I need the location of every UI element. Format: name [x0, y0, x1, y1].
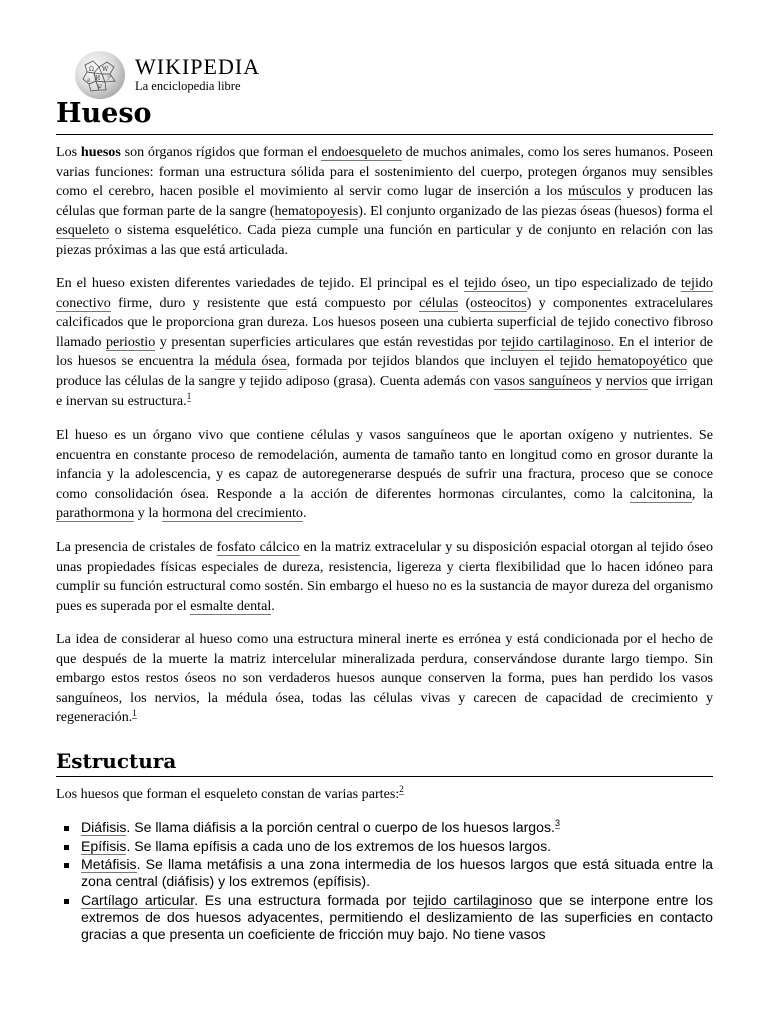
- link-esqueleto[interactable]: esqueleto: [56, 222, 110, 239]
- reference-link[interactable]: 2: [399, 784, 404, 795]
- link-tejido-hematopoyetico[interactable]: tejido hematopoyético: [559, 353, 688, 370]
- link-calcitonina[interactable]: calcitonina: [630, 485, 692, 502]
- link-endoesqueleto[interactable]: endoesqueleto: [321, 144, 402, 160]
- link-celulas[interactable]: células: [419, 294, 459, 311]
- svg-text:Ω: Ω: [89, 66, 94, 73]
- section-heading-estructura: Estructura: [56, 747, 713, 777]
- section-intro: Los huesos que forman el esqueleto constan de varias partes:$^2$: [56, 784, 404, 802]
- link-diafisis[interactable]: Diáfisis: [81, 819, 127, 835]
- link-hematopoyesis[interactable]: hematopoyesis: [274, 202, 359, 219]
- link-cartilago-articular[interactable]: Cartílago articular: [81, 891, 195, 908]
- wikipedia-wordmark[interactable]: WIKIPEDIA: [135, 54, 261, 79]
- link-metafisis[interactable]: Metáfisis: [81, 856, 137, 872]
- svg-text:ア: ア: [106, 75, 113, 82]
- list-item: Metáfisis. Se llama metáfisis a una zona intermedia de los huesos largos que está situada entre la zona central (diáfisis) y los extremos (epífisis).: [56, 856, 713, 890]
- list-item: Cartílago articular. Es una estructura formada por tejido cartilaginoso que se interpone entre los extremos de dos huesos adyacentes, permitiendo el deslizamiento de las superficies en contacto gracias a que presenta un coeficiente de fricción muy bajo. No tiene vasos: [56, 892, 713, 943]
- paragraph-4: La presencia de cristales de fosfato cálcico en la matriz extracelular y su disposición espacial otorgan al tejido óseo unas propiedades físicas especiales de dureza, resistencia, ligereza y cierta flexibilidad que lo hacen idóneo para cumplir su función estructural como sostén. Sin embargo el hueso no es la sustancia de mayor dureza del organismo pues es superada por el esmalte dental.: [56, 539, 713, 614]
- page-title: Hueso: [56, 96, 713, 135]
- bullet-icon: [64, 863, 69, 868]
- svg-text:ש: ש: [98, 83, 103, 90]
- link-tejido-conectivo[interactable]: tejido conectivo: [56, 275, 713, 311]
- reference-link[interactable]: 1: [186, 390, 192, 401]
- reference-link[interactable]: 1: [132, 707, 137, 718]
- link-medula-osea[interactable]: médula ósea: [214, 353, 287, 370]
- paragraph-1: Los huesos son órganos rígidos que forman el endoesqueleto de muchos animales, como los seres humanos. Poseen varias funciones: forman una estructura sólida para el sostenimiento del cuerpo, protegen órganos muy sensibles como el cerebro, hacen posible el movimiento al servir como lugar de inserción a los músculos y producen las células que forman parte de la sangre (hematopoyesis). El conjunto organizado de las piezas óseas (huesos) forma el esqueleto o sistema esquelético. Cada pieza cumple una función en particular y de conjunto en relación con las piezas próximas a las que está articulada.: [56, 144, 713, 258]
- reference-link[interactable]: 3: [554, 818, 560, 829]
- link-tejido-cartilaginoso[interactable]: tejido cartilaginoso: [412, 891, 533, 908]
- paragraph-5: La idea de considerar al hueso como una estructura mineral inerte es errónea y está condicionada por el hecho de que después de la muerte la matriz intercelular mineralizada perdura, conservándose durante largo tiempo. Sin embargo estos restos óseos no son verdaderos huesos aunque conserven la forma, pues han perdido los vasos sanguíneos, los nervios, la médula ósea, todas las células vivas y carecen de capacidad de crecimiento y regeneración.$^1$: [56, 631, 713, 726]
- svg-text:W: W: [102, 66, 109, 73]
- svg-text:ƨ: ƨ: [87, 77, 91, 84]
- link-nervios[interactable]: nervios: [606, 372, 648, 389]
- link-esmalte-dental[interactable]: esmalte dental: [190, 597, 272, 614]
- svg-text:И: И: [95, 75, 101, 82]
- wikipedia-globe-icon[interactable]: [75, 51, 125, 99]
- link-fosfato-calcico[interactable]: fosfato cálcico: [216, 539, 300, 555]
- link-hormona-del-crecimiento[interactable]: hormona del crecimiento: [162, 505, 303, 522]
- site-header[interactable]: [75, 51, 375, 101]
- link-epifisis[interactable]: Epífisis: [81, 837, 127, 854]
- parts-list: [56, 819, 713, 944]
- bullet-icon: [64, 899, 69, 904]
- link-parathormona[interactable]: parathormona: [56, 505, 135, 522]
- link-vasos-sanguineos[interactable]: vasos sanguíneos: [493, 372, 592, 389]
- paragraph-3: El hueso es un órgano vivo que contiene células y vasos sanguíneos que le aportan oxígeno y nutrientes. Se encuentra en constante proceso de remodelación, aumenta de tamaño tanto en longitud como en grosor durante la infancia y la adolescencia, y es capaz de autoregenerarse después de sufrir una fractura, proceso que se conoce como consolidación ósea. Responde a la acción de diferentes hormonas circulantes, como la calcitonina, la parathormona y la hormona del crecimiento.: [56, 427, 714, 522]
- link-musculos[interactable]: músculos: [568, 183, 622, 200]
- bold-term-huesos: huesos: [80, 144, 121, 160]
- link-tejido-cartilaginoso[interactable]: tejido cartilaginoso: [501, 333, 611, 350]
- wikipedia-tagline: La enciclopedia libre: [135, 79, 241, 93]
- paragraph-2: En el hueso existen diferentes variedades de tejido. El principal es el tejido óseo, un tipo especializado de tejido conectivo firme, duro y resistente que está compuesto por células (osteocitos) y componentes extracelulares calcificados que le proporciona gran dureza. Los huesos poseen una cubierta superficial de tejido conectivo fibroso llamado periostio y presentan superficies articulares que están revestidas por tejido cartilaginoso. En el interior de los huesos se encuentra la médula ósea, formada por tejidos blandos que incluyen el tejido hematopoyético que produce las células de la sangre y tejido adiposo (grasa). Cuenta además con vasos sanguíneos y nervios que irrigan e inervan su estructura.$^1$: [56, 275, 714, 409]
- link-tejido-oseo[interactable]: tejido óseo: [464, 275, 528, 291]
- list-item: Epífisis. Se llama epífisis a cada uno de los extremos de los huesos largos.: [56, 838, 713, 855]
- link-periostio[interactable]: periostio: [105, 333, 156, 350]
- bullet-icon: [64, 826, 69, 831]
- link-osteocitos[interactable]: osteocitos: [470, 294, 527, 311]
- bullet-icon: [64, 845, 69, 850]
- list-item: Diáfisis. Se llama diáfisis a la porción central o cuerpo de los huesos largos.$^3$: [56, 819, 713, 836]
